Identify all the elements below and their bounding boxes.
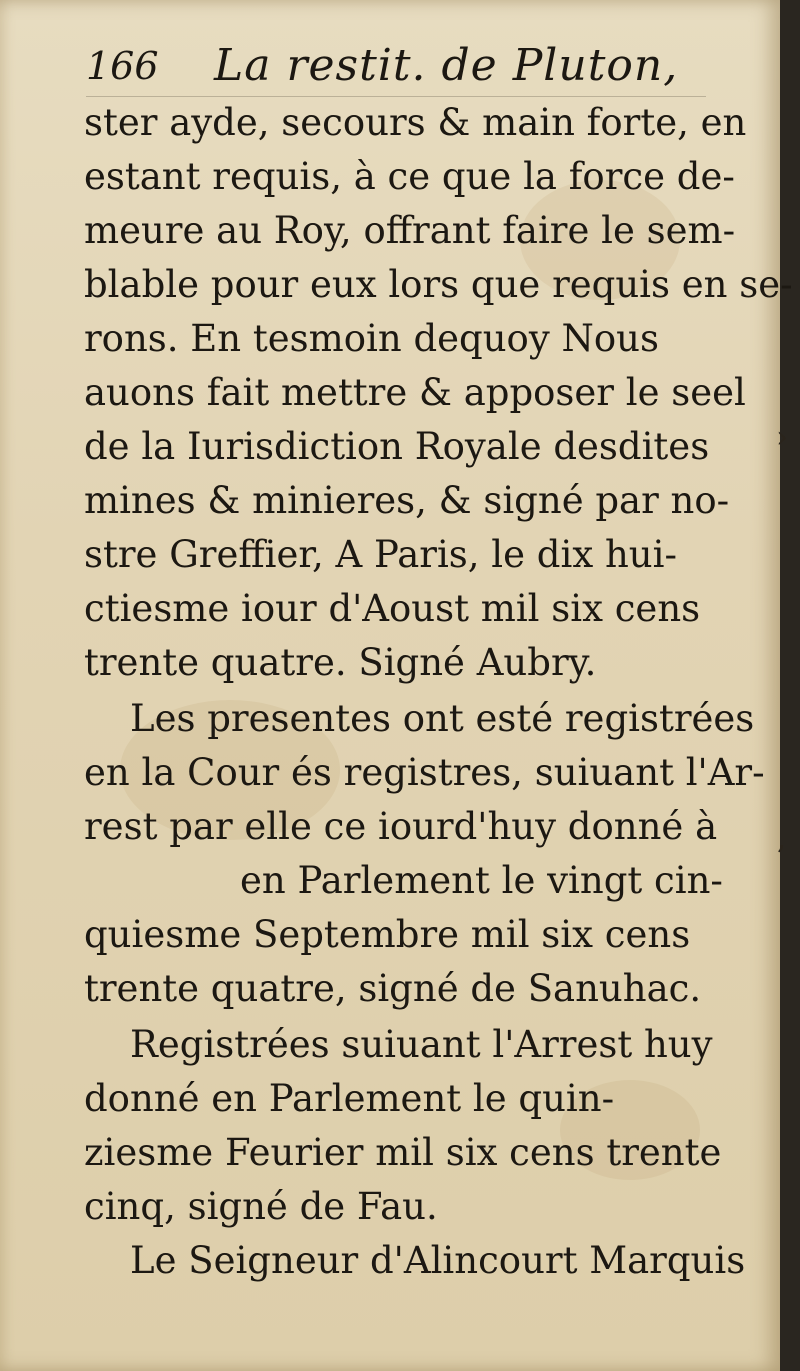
text-line: estant requis, à ce que la force de-	[84, 155, 735, 198]
text-line: ctiesme iour d'Aoust mil six cens	[84, 587, 701, 630]
text-line: meure au Roy, offrant faire le sem-	[84, 209, 736, 252]
text-line: trente quatre. Signé Aubry.	[84, 641, 597, 684]
text-line: mines & minieres, & signé par no-	[84, 479, 730, 522]
text-line: Registrées suiuant l'Arrest huy	[130, 1023, 713, 1066]
text-line: ster ayde, secours & main forte, en	[84, 101, 747, 144]
text-line: en Parlement le vingt cin-	[240, 859, 723, 902]
text-line: rons. En tesmoin dequoy Nous	[84, 317, 659, 360]
text-line: quiesme Septembre mil six cens	[84, 913, 691, 956]
text-line: en la Cour és registres, suiuant l'Ar-	[84, 751, 765, 794]
text-line: de la Iurisdiction Royale desdites	[84, 425, 710, 468]
text-line: Les presentes ont esté registrées	[130, 697, 755, 740]
text-line: Le Seigneur d'Alincourt Marquis	[130, 1239, 746, 1282]
page-number: 166	[86, 44, 159, 88]
text-line: trente quatre, signé de Sanuhac.	[84, 967, 702, 1010]
running-head	[86, 36, 706, 97]
edge-mark: ’	[776, 840, 786, 875]
text-line: auons fait mettre & apposer le seel	[84, 371, 746, 414]
text-line: stre Greffier, A Paris, le dix hui-	[84, 533, 677, 576]
text-line: rest par elle ce iourd'huy donné à	[84, 805, 718, 848]
running-title: La restit. de Pluton,	[214, 40, 679, 91]
text-line: donné en Parlement le quin-	[84, 1077, 615, 1120]
text-line: blable pour eux lors que requis en se-	[84, 263, 793, 306]
edge-mark: ›	[776, 420, 788, 455]
text-line: ziesme Feurier mil six cens trente	[84, 1131, 722, 1174]
text-line: cinq, signé de Fau.	[84, 1185, 438, 1228]
